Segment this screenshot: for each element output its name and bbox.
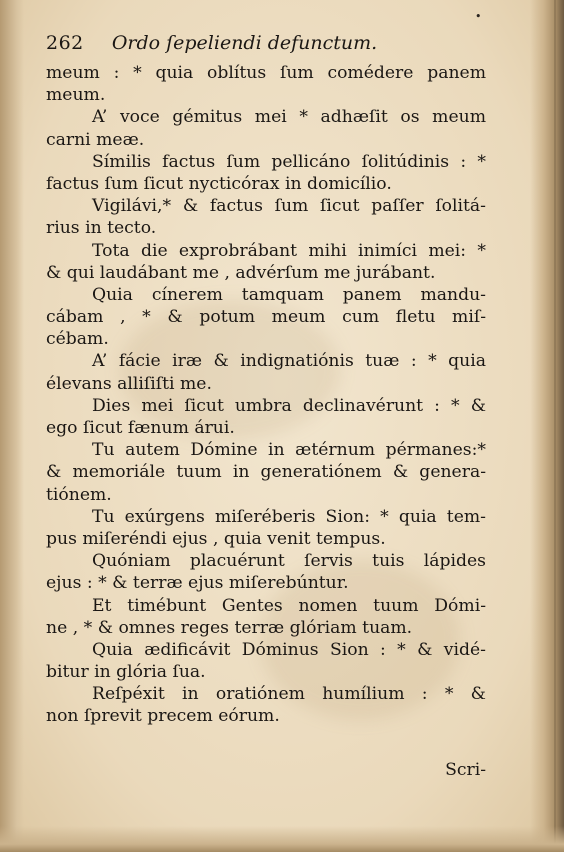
text-line: Quia cínerem tamquam panem mandu- [92, 284, 486, 305]
text-line: cábam , * & potum meum cum fletu miſ- [46, 307, 486, 328]
text-line: factus ſum ſicut nycticórax in domicílio. [46, 173, 392, 194]
text-line: & qui laudábant me , advérſum me jurábant. [46, 262, 436, 283]
text-line: Reſpéxit in oratiónem humílium : * & [92, 684, 486, 705]
page-number: 262 [46, 32, 84, 54]
text-line: non ſprevit precem eórum. [46, 706, 280, 727]
text-line: Et timébunt Gentes nomen tuum Dómi- [92, 595, 486, 616]
running-title: Ordo ſepeliendi defunctum. [111, 32, 378, 54]
page-edge-bottom [0, 826, 564, 852]
text-line: A’ fácie iræ & indignatiónis tuæ : * quia [92, 351, 486, 372]
text-line: Tu exúrgens miſeréberis Sion: * quia tem- [92, 506, 486, 527]
text-line: Símilis factus ſum pellicáno ſolitúdinis : * [92, 151, 486, 172]
text-line: Quóniam placuérunt ſervis tuis lápides [92, 551, 486, 572]
running-head [46, 32, 377, 54]
text-line: ego ſicut fænum árui. [46, 418, 235, 438]
text-line: Tu autem Dómine in ætérnum pérmanes:* [92, 440, 486, 461]
binding-gutter [0, 0, 24, 852]
text-line: Vigilávi,* & factus ſum ſicut paſſer ſolitá- [92, 196, 486, 217]
text-line: & memoriále tuum in generatiónem & genera- [46, 462, 486, 483]
page-edge-right [530, 0, 564, 852]
text-line: tiónem. [46, 484, 112, 505]
text-line: pus miſeréndi ejus , quia venit tempus. [46, 528, 386, 549]
text-line: cébam. [46, 329, 109, 350]
text-line: Quia ædificávit Dóminus Sion : * & vidé- [92, 639, 486, 660]
catchword: Scri- [445, 760, 486, 780]
text-line: meum : * quia oblítus ſum comédere panem [46, 63, 486, 83]
text-line: meum. [46, 85, 106, 106]
text-line: A’ voce gémitus mei * adhæſit os meum [92, 107, 486, 128]
text-line: Dies mei ſicut umbra declinavérunt : * & [92, 395, 486, 416]
text-line: rius in tecto. [46, 218, 157, 239]
psalm-text-block [46, 62, 486, 728]
text-line: ne , * & omnes reges terræ glóriam tuam. [46, 617, 413, 638]
text-line: carni meæ. [46, 129, 145, 150]
text-line: élevans alliſiſti me. [46, 373, 212, 394]
ink-speck: • [475, 10, 482, 23]
text-line: ejus : * & terræ ejus miſerebúntur. [46, 573, 349, 594]
text-line: bitur in glória ſua. [46, 662, 206, 683]
text-line: Tota die exprobrábant mihi inimíci mei: * [92, 240, 486, 261]
